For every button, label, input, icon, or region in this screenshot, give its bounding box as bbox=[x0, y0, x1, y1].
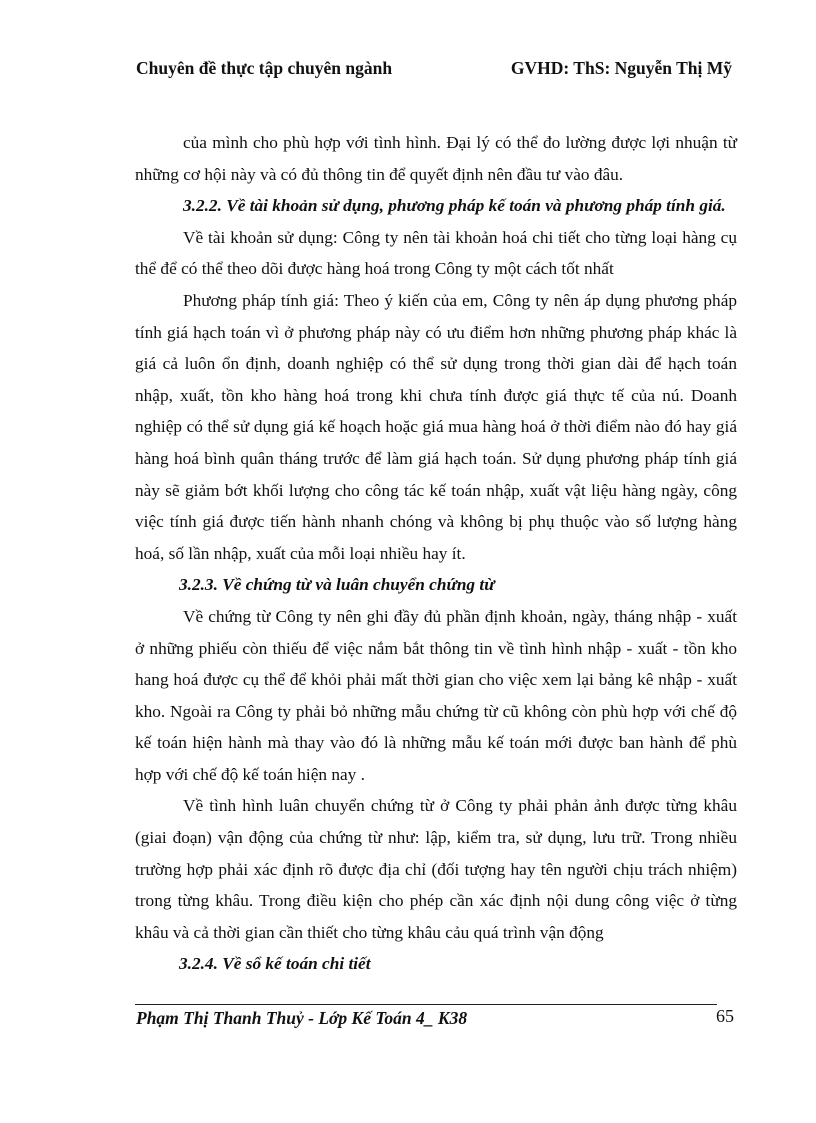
page-number: 65 bbox=[716, 1006, 734, 1026]
footer-divider bbox=[135, 1004, 717, 1005]
paragraph-pricing-method: Phương pháp tính giá: Theo ý kiến của em, Công ty nên áp dụng phương pháp tính giá hạch toán vì ở phương pháp này có ưu điểm hơn những phương pháp khác là giá cả luôn ổn định, doanh nghiệp có thể sử dụng trong thời gian dài để hạch toán nhập, xuất, tồn kho hàng hoá trong khi chưa tính được giá thực tế của nú. Doanh nghiệp có thể sử dụng giá kế hoạch hoặc giá mua hàng hoá ở thời điểm nào đó hay giá hàng hoá bình quân tháng trước để làm giá hạch toán. Sử dụng phương pháp tính giá này sẽ giảm bớt khối lượng cho công tác kế toán nhập, xuất vật liệu hàng ngày, công việc tính giá được tiến hành nhanh chóng và không bị phụ thuộc vào số lượng hàng hoá, số lần nhập, xuất của mỗi loại nhiều hay ít. bbox=[135, 290, 737, 563]
paragraph-intro: của mình cho phù hợp với tình hình. Đại lý có thể đo lường được lợi nhuận từ những cơ hội này và có đủ thông tin để quyết định nên đầu tư vào đâu. bbox=[135, 133, 737, 184]
paragraph-vouchers: Về chứng từ Công ty nên ghi đầy đủ phần định khoản, ngày, tháng nhập - xuất ở những phiếu còn thiếu để việc nắm bắt thông tin về tình hình nhập - xuất - tồn kho hang hoá được cụ thể để khỏi phải mất thời gian cho việc xem lại bảng kê nhập - xuất kho. Ngoài ra Công ty phải bỏ những mẫu chứng từ cũ không còn phù hợp với chế độ kế toán hiện hành mà thay vào đó là những mẫu kế toán mới được ban hành để phù hợp với chế độ kế toán hiện nay . bbox=[135, 606, 737, 784]
section-heading-3-2-3: 3.2.3. Về chứng từ và luân chuyển chứng từ bbox=[179, 575, 495, 595]
paragraph-voucher-circulation: Về tình hình luân chuyển chứng từ ở Công ty phải phản ảnh được từng khâu (giai đoạn) vận động của chứng từ như: lập, kiểm tra, sử dụng, lưu trữ. Trong nhiều trường hợp phải xác định rõ được địa chỉ (đối tượng hay tên người chịu trách nhiệm) trong từng khâu. Trong điều kiện cho phép cần xác định nội dung công việc ở từng khâu và cả thời gian cần thiết cho từng khâu cảu quá trình vận động bbox=[135, 796, 737, 942]
document-body bbox=[135, 127, 737, 980]
section-heading-3-2-4: 3.2.4. Về sổ kế toán chi tiết bbox=[179, 954, 371, 974]
header-course-title: Chuyên đề thực tập chuyên ngành bbox=[136, 58, 393, 78]
header-supervisor: GVHD: ThS: Nguyễn Thị Mỹ bbox=[510, 58, 732, 78]
section-heading-3-2-2: 3.2.2. Về tài khoản sử dụng, phương pháp kế toán và phương pháp tính giá. bbox=[183, 196, 726, 216]
paragraph-account: Về tài khoản sử dụng: Công ty nên tài khoản hoá chi tiết cho từng loại hàng cụ thể để có thể theo dõi được hàng hoá trong Công ty một cách tốt nhất bbox=[135, 227, 737, 279]
footer-author: Phạm Thị Thanh Thuỷ - Lớp Kế Toán 4_ K38 bbox=[136, 1008, 468, 1028]
